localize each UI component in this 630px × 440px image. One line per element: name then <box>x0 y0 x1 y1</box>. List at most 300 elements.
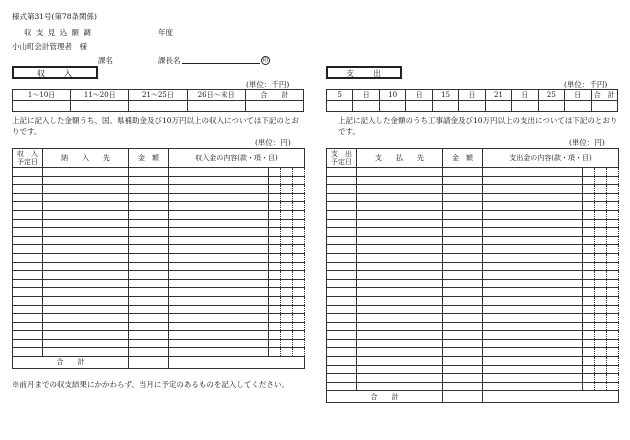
income-detail-cell[interactable] <box>281 228 293 237</box>
income-detail-cell[interactable] <box>43 210 129 219</box>
expense-detail-cell[interactable] <box>357 382 443 391</box>
income-detail-cell[interactable] <box>13 219 43 228</box>
income-detail-cell[interactable] <box>169 236 269 245</box>
expense-detail-cell[interactable] <box>483 253 583 262</box>
expense-day-amount-cell[interactable] <box>538 101 564 112</box>
expense-detail-cell[interactable] <box>483 236 583 245</box>
expense-detail-cell[interactable] <box>595 168 607 177</box>
expense-detail-cell[interactable] <box>483 357 583 366</box>
expense-detail-cell[interactable] <box>443 253 483 262</box>
expense-detail-cell[interactable] <box>607 262 619 271</box>
expense-detail-cell[interactable] <box>327 262 357 271</box>
expense-detail-cell[interactable] <box>443 314 483 323</box>
expense-detail-cell[interactable] <box>443 357 483 366</box>
income-detail-cell[interactable] <box>281 279 293 288</box>
income-period-amount-cell[interactable] <box>71 101 129 112</box>
expense-detail-cell[interactable] <box>607 245 619 254</box>
expense-detail-cell[interactable] <box>483 374 583 383</box>
expense-detail-cell[interactable] <box>357 348 443 357</box>
income-detail-cell[interactable] <box>129 296 169 305</box>
expense-detail-cell[interactable] <box>595 210 607 219</box>
income-detail-cell[interactable] <box>129 331 169 340</box>
expense-detail-cell[interactable] <box>483 210 583 219</box>
expense-day-amount-cell[interactable] <box>485 101 511 112</box>
income-detail-cell[interactable] <box>281 176 293 185</box>
expense-detail-cell[interactable] <box>327 245 357 254</box>
expense-detail-cell[interactable] <box>583 288 595 297</box>
expense-detail-cell[interactable] <box>443 202 483 211</box>
expense-detail-cell[interactable] <box>483 288 583 297</box>
expense-day-amount-cell[interactable] <box>327 101 353 112</box>
income-detail-cell[interactable] <box>269 279 281 288</box>
income-detail-cell[interactable] <box>269 219 281 228</box>
income-total-content-cell[interactable] <box>169 357 305 369</box>
expense-detail-cell[interactable] <box>595 288 607 297</box>
income-detail-cell[interactable] <box>293 348 305 357</box>
expense-detail-cell[interactable] <box>357 193 443 202</box>
expense-detail-cell[interactable] <box>583 202 595 211</box>
expense-detail-cell[interactable] <box>607 271 619 280</box>
income-detail-cell[interactable] <box>269 322 281 331</box>
expense-detail-cell[interactable] <box>607 331 619 340</box>
expense-detail-cell[interactable] <box>595 374 607 383</box>
expense-detail-cell[interactable] <box>595 253 607 262</box>
income-detail-cell[interactable] <box>13 331 43 340</box>
expense-detail-cell[interactable] <box>483 314 583 323</box>
expense-total-content-cell[interactable] <box>483 391 619 403</box>
income-detail-cell[interactable] <box>129 193 169 202</box>
expense-detail-cell[interactable] <box>595 185 607 194</box>
expense-detail-cell[interactable] <box>357 322 443 331</box>
expense-detail-cell[interactable] <box>607 236 619 245</box>
income-detail-cell[interactable] <box>13 210 43 219</box>
income-detail-cell[interactable] <box>43 193 129 202</box>
income-detail-cell[interactable] <box>169 202 269 211</box>
expense-detail-cell[interactable] <box>443 331 483 340</box>
expense-detail-cell[interactable] <box>327 202 357 211</box>
income-detail-cell[interactable] <box>293 228 305 237</box>
income-detail-cell[interactable] <box>269 348 281 357</box>
expense-detail-cell[interactable] <box>327 331 357 340</box>
income-period-amount-cell[interactable] <box>13 101 71 112</box>
income-detail-cell[interactable] <box>293 262 305 271</box>
expense-detail-cell[interactable] <box>443 236 483 245</box>
expense-detail-cell[interactable] <box>357 314 443 323</box>
expense-detail-cell[interactable] <box>357 245 443 254</box>
expense-detail-cell[interactable] <box>483 296 583 305</box>
expense-detail-cell[interactable] <box>483 262 583 271</box>
income-detail-cell[interactable] <box>13 185 43 194</box>
expense-day-amount-cell[interactable] <box>406 101 432 112</box>
expense-detail-cell[interactable] <box>483 202 583 211</box>
income-detail-cell[interactable] <box>293 168 305 177</box>
expense-detail-cell[interactable] <box>583 236 595 245</box>
income-detail-cell[interactable] <box>269 331 281 340</box>
income-detail-cell[interactable] <box>129 176 169 185</box>
income-detail-cell[interactable] <box>129 185 169 194</box>
expense-detail-cell[interactable] <box>443 348 483 357</box>
expense-detail-cell[interactable] <box>607 168 619 177</box>
expense-detail-cell[interactable] <box>607 219 619 228</box>
expense-detail-cell[interactable] <box>357 296 443 305</box>
expense-detail-cell[interactable] <box>443 339 483 348</box>
expense-detail-cell[interactable] <box>357 228 443 237</box>
expense-detail-cell[interactable] <box>357 253 443 262</box>
expense-detail-cell[interactable] <box>443 210 483 219</box>
expense-detail-cell[interactable] <box>357 271 443 280</box>
income-detail-cell[interactable] <box>293 322 305 331</box>
income-detail-cell[interactable] <box>129 245 169 254</box>
income-detail-cell[interactable] <box>43 296 129 305</box>
expense-detail-cell[interactable] <box>357 185 443 194</box>
income-detail-cell[interactable] <box>13 288 43 297</box>
income-detail-cell[interactable] <box>269 236 281 245</box>
income-detail-cell[interactable] <box>129 305 169 314</box>
expense-detail-cell[interactable] <box>595 314 607 323</box>
income-detail-cell[interactable] <box>293 296 305 305</box>
income-detail-cell[interactable] <box>293 236 305 245</box>
expense-detail-cell[interactable] <box>327 279 357 288</box>
expense-detail-cell[interactable] <box>607 193 619 202</box>
expense-detail-cell[interactable] <box>607 288 619 297</box>
income-detail-cell[interactable] <box>43 253 129 262</box>
income-detail-cell[interactable] <box>281 210 293 219</box>
income-detail-cell[interactable] <box>129 288 169 297</box>
expense-detail-cell[interactable] <box>483 322 583 331</box>
income-detail-cell[interactable] <box>13 202 43 211</box>
expense-detail-cell[interactable] <box>357 202 443 211</box>
income-detail-cell[interactable] <box>269 168 281 177</box>
expense-detail-cell[interactable] <box>443 382 483 391</box>
expense-detail-cell[interactable] <box>443 288 483 297</box>
income-detail-cell[interactable] <box>293 331 305 340</box>
income-detail-cell[interactable] <box>43 202 129 211</box>
expense-detail-cell[interactable] <box>595 339 607 348</box>
income-detail-cell[interactable] <box>43 262 129 271</box>
expense-day-amount-cell[interactable] <box>379 101 405 112</box>
expense-detail-cell[interactable] <box>583 331 595 340</box>
expense-detail-cell[interactable] <box>583 176 595 185</box>
income-detail-cell[interactable] <box>293 185 305 194</box>
income-detail-cell[interactable] <box>129 236 169 245</box>
income-detail-cell[interactable] <box>169 271 269 280</box>
expense-detail-cell[interactable] <box>327 288 357 297</box>
expense-detail-cell[interactable] <box>443 245 483 254</box>
income-detail-cell[interactable] <box>13 228 43 237</box>
income-detail-cell[interactable] <box>281 219 293 228</box>
expense-detail-cell[interactable] <box>357 236 443 245</box>
income-detail-cell[interactable] <box>43 348 129 357</box>
expense-detail-cell[interactable] <box>607 348 619 357</box>
income-detail-cell[interactable] <box>281 253 293 262</box>
expense-detail-cell[interactable] <box>583 314 595 323</box>
income-detail-cell[interactable] <box>43 176 129 185</box>
income-detail-cell[interactable] <box>281 168 293 177</box>
expense-detail-cell[interactable] <box>443 219 483 228</box>
income-detail-cell[interactable] <box>43 331 129 340</box>
expense-detail-cell[interactable] <box>327 382 357 391</box>
income-detail-cell[interactable] <box>13 245 43 254</box>
income-detail-cell[interactable] <box>169 176 269 185</box>
expense-day-amount-cell[interactable] <box>459 101 485 112</box>
expense-detail-cell[interactable] <box>443 365 483 374</box>
income-detail-cell[interactable] <box>129 253 169 262</box>
income-detail-cell[interactable] <box>281 245 293 254</box>
income-detail-cell[interactable] <box>269 193 281 202</box>
expense-detail-cell[interactable] <box>595 245 607 254</box>
expense-detail-cell[interactable] <box>357 288 443 297</box>
income-detail-cell[interactable] <box>169 331 269 340</box>
expense-detail-cell[interactable] <box>595 357 607 366</box>
income-detail-cell[interactable] <box>129 210 169 219</box>
expense-detail-cell[interactable] <box>443 185 483 194</box>
expense-detail-cell[interactable] <box>357 176 443 185</box>
income-detail-cell[interactable] <box>169 185 269 194</box>
expense-detail-cell[interactable] <box>357 374 443 383</box>
expense-detail-cell[interactable] <box>483 279 583 288</box>
income-detail-cell[interactable] <box>169 210 269 219</box>
expense-day-amount-cell[interactable] <box>512 101 538 112</box>
expense-detail-cell[interactable] <box>483 176 583 185</box>
income-detail-cell[interactable] <box>281 193 293 202</box>
income-detail-cell[interactable] <box>169 288 269 297</box>
income-detail-cell[interactable] <box>293 253 305 262</box>
income-detail-cell[interactable] <box>269 314 281 323</box>
expense-detail-cell[interactable] <box>595 365 607 374</box>
expense-detail-cell[interactable] <box>443 262 483 271</box>
expense-detail-cell[interactable] <box>327 322 357 331</box>
expense-detail-cell[interactable] <box>607 202 619 211</box>
expense-detail-cell[interactable] <box>595 279 607 288</box>
income-detail-cell[interactable] <box>293 193 305 202</box>
income-detail-cell[interactable] <box>293 202 305 211</box>
expense-detail-cell[interactable] <box>443 228 483 237</box>
expense-detail-cell[interactable] <box>483 271 583 280</box>
income-detail-cell[interactable] <box>43 314 129 323</box>
income-detail-cell[interactable] <box>13 271 43 280</box>
expense-detail-cell[interactable] <box>583 210 595 219</box>
income-detail-cell[interactable] <box>281 305 293 314</box>
income-detail-cell[interactable] <box>169 322 269 331</box>
income-period-amount-cell[interactable] <box>129 101 187 112</box>
expense-detail-cell[interactable] <box>583 348 595 357</box>
expense-detail-cell[interactable] <box>583 322 595 331</box>
expense-detail-cell[interactable] <box>483 348 583 357</box>
income-detail-cell[interactable] <box>169 314 269 323</box>
income-detail-cell[interactable] <box>293 339 305 348</box>
expense-detail-cell[interactable] <box>483 228 583 237</box>
income-detail-cell[interactable] <box>169 253 269 262</box>
income-detail-cell[interactable] <box>281 288 293 297</box>
income-detail-cell[interactable] <box>43 185 129 194</box>
expense-detail-cell[interactable] <box>357 168 443 177</box>
income-detail-cell[interactable] <box>269 245 281 254</box>
expense-detail-cell[interactable] <box>327 348 357 357</box>
income-detail-cell[interactable] <box>269 296 281 305</box>
expense-detail-cell[interactable] <box>327 193 357 202</box>
income-detail-cell[interactable] <box>169 305 269 314</box>
income-detail-cell[interactable] <box>43 322 129 331</box>
income-detail-cell[interactable] <box>269 202 281 211</box>
expense-day-amount-cell[interactable] <box>353 101 379 112</box>
expense-detail-cell[interactable] <box>483 365 583 374</box>
income-detail-cell[interactable] <box>281 339 293 348</box>
income-detail-cell[interactable] <box>293 271 305 280</box>
income-detail-cell[interactable] <box>129 322 169 331</box>
income-detail-cell[interactable] <box>269 253 281 262</box>
income-detail-cell[interactable] <box>13 168 43 177</box>
expense-detail-cell[interactable] <box>443 193 483 202</box>
income-detail-cell[interactable] <box>43 271 129 280</box>
expense-detail-cell[interactable] <box>327 365 357 374</box>
expense-detail-cell[interactable] <box>357 365 443 374</box>
expense-detail-cell[interactable] <box>483 219 583 228</box>
expense-detail-cell[interactable] <box>483 245 583 254</box>
income-detail-cell[interactable] <box>269 228 281 237</box>
expense-detail-cell[interactable] <box>443 168 483 177</box>
expense-detail-cell[interactable] <box>583 245 595 254</box>
income-detail-cell[interactable] <box>269 339 281 348</box>
expense-detail-cell[interactable] <box>607 339 619 348</box>
income-detail-cell[interactable] <box>281 322 293 331</box>
expense-detail-cell[interactable] <box>595 236 607 245</box>
expense-detail-cell[interactable] <box>327 236 357 245</box>
income-detail-cell[interactable] <box>281 202 293 211</box>
income-detail-cell[interactable] <box>293 279 305 288</box>
expense-detail-cell[interactable] <box>483 382 583 391</box>
income-detail-cell[interactable] <box>269 288 281 297</box>
expense-detail-cell[interactable] <box>327 314 357 323</box>
income-detail-cell[interactable] <box>281 236 293 245</box>
expense-detail-cell[interactable] <box>607 314 619 323</box>
expense-detail-cell[interactable] <box>327 339 357 348</box>
expense-detail-cell[interactable] <box>595 348 607 357</box>
expense-detail-cell[interactable] <box>583 357 595 366</box>
income-detail-cell[interactable] <box>169 193 269 202</box>
income-detail-cell[interactable] <box>269 262 281 271</box>
expense-detail-cell[interactable] <box>607 322 619 331</box>
income-detail-cell[interactable] <box>13 296 43 305</box>
expense-detail-cell[interactable] <box>583 271 595 280</box>
expense-detail-cell[interactable] <box>607 305 619 314</box>
expense-detail-cell[interactable] <box>583 339 595 348</box>
income-detail-cell[interactable] <box>43 219 129 228</box>
income-detail-cell[interactable] <box>281 314 293 323</box>
income-detail-cell[interactable] <box>281 331 293 340</box>
expense-detail-cell[interactable] <box>583 305 595 314</box>
income-detail-cell[interactable] <box>13 314 43 323</box>
expense-day-amount-cell[interactable] <box>591 101 617 112</box>
income-detail-cell[interactable] <box>129 228 169 237</box>
income-detail-cell[interactable] <box>129 314 169 323</box>
income-detail-cell[interactable] <box>281 271 293 280</box>
income-detail-cell[interactable] <box>269 185 281 194</box>
income-detail-cell[interactable] <box>13 322 43 331</box>
expense-total-amount-cell[interactable] <box>443 391 483 403</box>
expense-detail-cell[interactable] <box>607 374 619 383</box>
expense-detail-cell[interactable] <box>595 262 607 271</box>
expense-detail-cell[interactable] <box>595 305 607 314</box>
expense-detail-cell[interactable] <box>583 168 595 177</box>
expense-detail-cell[interactable] <box>327 305 357 314</box>
expense-detail-cell[interactable] <box>357 279 443 288</box>
income-detail-cell[interactable] <box>293 210 305 219</box>
expense-day-amount-cell[interactable] <box>565 101 591 112</box>
expense-detail-cell[interactable] <box>483 339 583 348</box>
expense-detail-cell[interactable] <box>327 357 357 366</box>
expense-detail-cell[interactable] <box>357 262 443 271</box>
income-detail-cell[interactable] <box>129 348 169 357</box>
income-total-amount-cell[interactable] <box>129 357 169 369</box>
expense-detail-cell[interactable] <box>607 279 619 288</box>
expense-detail-cell[interactable] <box>595 296 607 305</box>
income-detail-cell[interactable] <box>129 202 169 211</box>
expense-detail-cell[interactable] <box>327 296 357 305</box>
income-detail-cell[interactable] <box>169 262 269 271</box>
income-detail-cell[interactable] <box>43 168 129 177</box>
expense-detail-cell[interactable] <box>583 382 595 391</box>
income-detail-cell[interactable] <box>281 185 293 194</box>
income-detail-cell[interactable] <box>169 219 269 228</box>
expense-detail-cell[interactable] <box>327 228 357 237</box>
expense-detail-cell[interactable] <box>483 168 583 177</box>
expense-detail-cell[interactable] <box>327 176 357 185</box>
expense-detail-cell[interactable] <box>443 322 483 331</box>
expense-detail-cell[interactable] <box>595 202 607 211</box>
expense-detail-cell[interactable] <box>443 176 483 185</box>
expense-detail-cell[interactable] <box>327 210 357 219</box>
expense-detail-cell[interactable] <box>607 228 619 237</box>
income-detail-cell[interactable] <box>13 279 43 288</box>
expense-detail-cell[interactable] <box>357 357 443 366</box>
expense-detail-cell[interactable] <box>357 219 443 228</box>
income-detail-cell[interactable] <box>43 245 129 254</box>
expense-detail-cell[interactable] <box>595 193 607 202</box>
expense-detail-cell[interactable] <box>595 382 607 391</box>
expense-detail-cell[interactable] <box>327 219 357 228</box>
expense-detail-cell[interactable] <box>595 331 607 340</box>
income-detail-cell[interactable] <box>13 339 43 348</box>
income-detail-cell[interactable] <box>293 176 305 185</box>
expense-detail-cell[interactable] <box>483 305 583 314</box>
expense-detail-cell[interactable] <box>595 219 607 228</box>
expense-detail-cell[interactable] <box>583 262 595 271</box>
income-detail-cell[interactable] <box>43 279 129 288</box>
income-detail-cell[interactable] <box>129 262 169 271</box>
expense-detail-cell[interactable] <box>607 365 619 374</box>
income-detail-cell[interactable] <box>129 339 169 348</box>
expense-detail-cell[interactable] <box>357 210 443 219</box>
income-detail-cell[interactable] <box>281 348 293 357</box>
expense-detail-cell[interactable] <box>607 382 619 391</box>
chief-name-line[interactable] <box>182 63 260 64</box>
expense-detail-cell[interactable] <box>483 331 583 340</box>
income-detail-cell[interactable] <box>13 348 43 357</box>
expense-detail-cell[interactable] <box>583 374 595 383</box>
income-detail-cell[interactable] <box>169 348 269 357</box>
expense-detail-cell[interactable] <box>607 185 619 194</box>
expense-detail-cell[interactable] <box>595 271 607 280</box>
expense-detail-cell[interactable] <box>607 210 619 219</box>
income-detail-cell[interactable] <box>269 176 281 185</box>
expense-detail-cell[interactable] <box>583 228 595 237</box>
income-detail-cell[interactable] <box>169 245 269 254</box>
expense-detail-cell[interactable] <box>443 374 483 383</box>
expense-detail-cell[interactable] <box>583 185 595 194</box>
income-detail-cell[interactable] <box>43 288 129 297</box>
expense-detail-cell[interactable] <box>327 374 357 383</box>
income-detail-cell[interactable] <box>129 168 169 177</box>
